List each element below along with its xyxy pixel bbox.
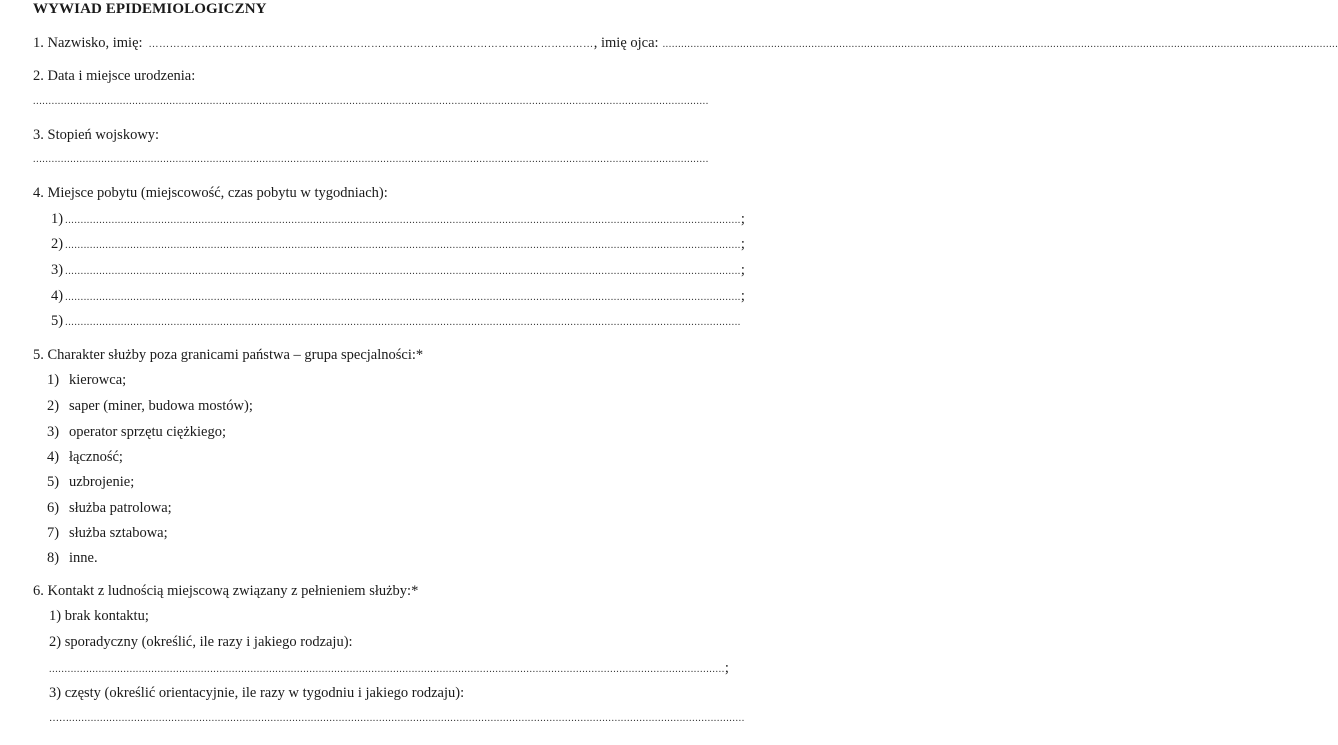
form-title: WYWIAD EPIDEMIOLOGICZNY: [33, 1, 267, 17]
question-5: 5. Charakter służby poza granicami państwa – grupa specjalności:*: [33, 347, 424, 363]
stay-row-4: [51, 287, 745, 307]
contact-option-3-field[interactable]: ..........................................................................................................................................................................................................................: [69, 713, 745, 724]
contact-option-3-lead: ……: [49, 713, 69, 724]
specialty-option[interactable]: [47, 397, 253, 415]
option-label: służba patrolowa;: [69, 500, 172, 516]
specialty-option[interactable]: [47, 448, 123, 466]
specialty-option[interactable]: [47, 423, 226, 441]
q1-label: 1. Nazwisko, imię:: [33, 35, 143, 51]
stay-row-3: [51, 261, 745, 281]
stay-end: ;: [740, 262, 745, 278]
stay-row-2: [51, 235, 745, 255]
stay-field-3[interactable]: ..........................................................................................................................................................................................................................: [65, 266, 741, 277]
stay-number: 2): [51, 236, 64, 252]
question-1: [33, 34, 1338, 54]
contact-option-2-row: [49, 659, 729, 679]
stay-field-1[interactable]: ..........................................................................................................................................................................................................................: [65, 215, 741, 226]
specialty-option[interactable]: [47, 499, 172, 517]
stay-end: ;: [740, 211, 745, 227]
option-number: 8): [47, 550, 60, 566]
contact-option-2-field[interactable]: ..........................................................................................................................................................................................................................: [49, 664, 725, 675]
stay-number: 1): [51, 211, 64, 227]
specialty-option[interactable]: [47, 473, 134, 491]
stay-row-1: [51, 210, 745, 230]
stay-field-5[interactable]: ..........................................................................................................................................................................................................................: [65, 317, 741, 328]
question-4: 4. Miejsce pobytu (miejscowość, czas pobytu w tygodniach):: [33, 185, 388, 201]
question-6: 6. Kontakt z ludnością miejscową związany z pełnieniem służby:*: [33, 583, 419, 599]
option-number: 1): [47, 372, 60, 388]
option-label: inne.: [69, 550, 98, 566]
stay-end: ;: [740, 236, 745, 252]
option-number: 7): [47, 525, 60, 541]
contact-option-1[interactable]: 1) brak kontaktu;: [49, 608, 149, 624]
surname-name-field[interactable]: ………………………………………………………………………………………………………………: [148, 39, 594, 50]
option-label: saper (miner, budowa mostów);: [69, 398, 253, 414]
stay-field-4[interactable]: ..........................................................................................................................................................................................................................: [65, 292, 741, 303]
specialty-option[interactable]: [47, 549, 98, 567]
contact-option-3[interactable]: 3) częsty (określić orientacyjnie, ile razy w tygodniu i jakiego rodzaju):: [49, 685, 465, 701]
option-number: 6): [47, 500, 60, 516]
stay-end: ;: [740, 288, 745, 304]
option-number: 5): [47, 474, 60, 490]
specialty-option[interactable]: [47, 371, 126, 389]
option-label: uzbrojenie;: [69, 474, 135, 490]
option-number: 3): [47, 424, 60, 440]
military-rank-field[interactable]: ..........................................................................................................................................................................................................................: [33, 154, 709, 165]
stay-number: 3): [51, 262, 64, 278]
question-2: 2. Data i miejsce urodzenia:: [33, 68, 196, 84]
stay-number: 4): [51, 288, 64, 304]
father-name-field[interactable]: ..........................................................................................................................................................................................................................: [662, 39, 1338, 50]
option-label: łączność;: [69, 449, 123, 465]
contact-option-3-row: [49, 710, 745, 728]
q1-father-name-label: , imię ojca:: [593, 35, 659, 51]
option-number: 4): [47, 449, 60, 465]
stay-number: 5): [51, 313, 64, 329]
birth-date-place-field[interactable]: ..........................................................................................................................................................................................................................: [33, 96, 709, 107]
question-3: 3. Stopień wojskowy:: [33, 127, 160, 143]
contact-option-2-end: ;: [724, 660, 729, 676]
option-label: operator sprzętu ciężkiego;: [69, 424, 227, 440]
option-number: 2): [47, 398, 60, 414]
stay-row-5: [51, 312, 741, 332]
option-label: kierowca;: [69, 372, 127, 388]
option-label: służba sztabowa;: [69, 525, 168, 541]
stay-field-2[interactable]: ..........................................................................................................................................................................................................................: [65, 240, 741, 251]
contact-option-2[interactable]: 2) sporadyczny (określić, ile razy i jakiego rodzaju):: [49, 634, 353, 650]
specialty-option[interactable]: [47, 524, 168, 542]
